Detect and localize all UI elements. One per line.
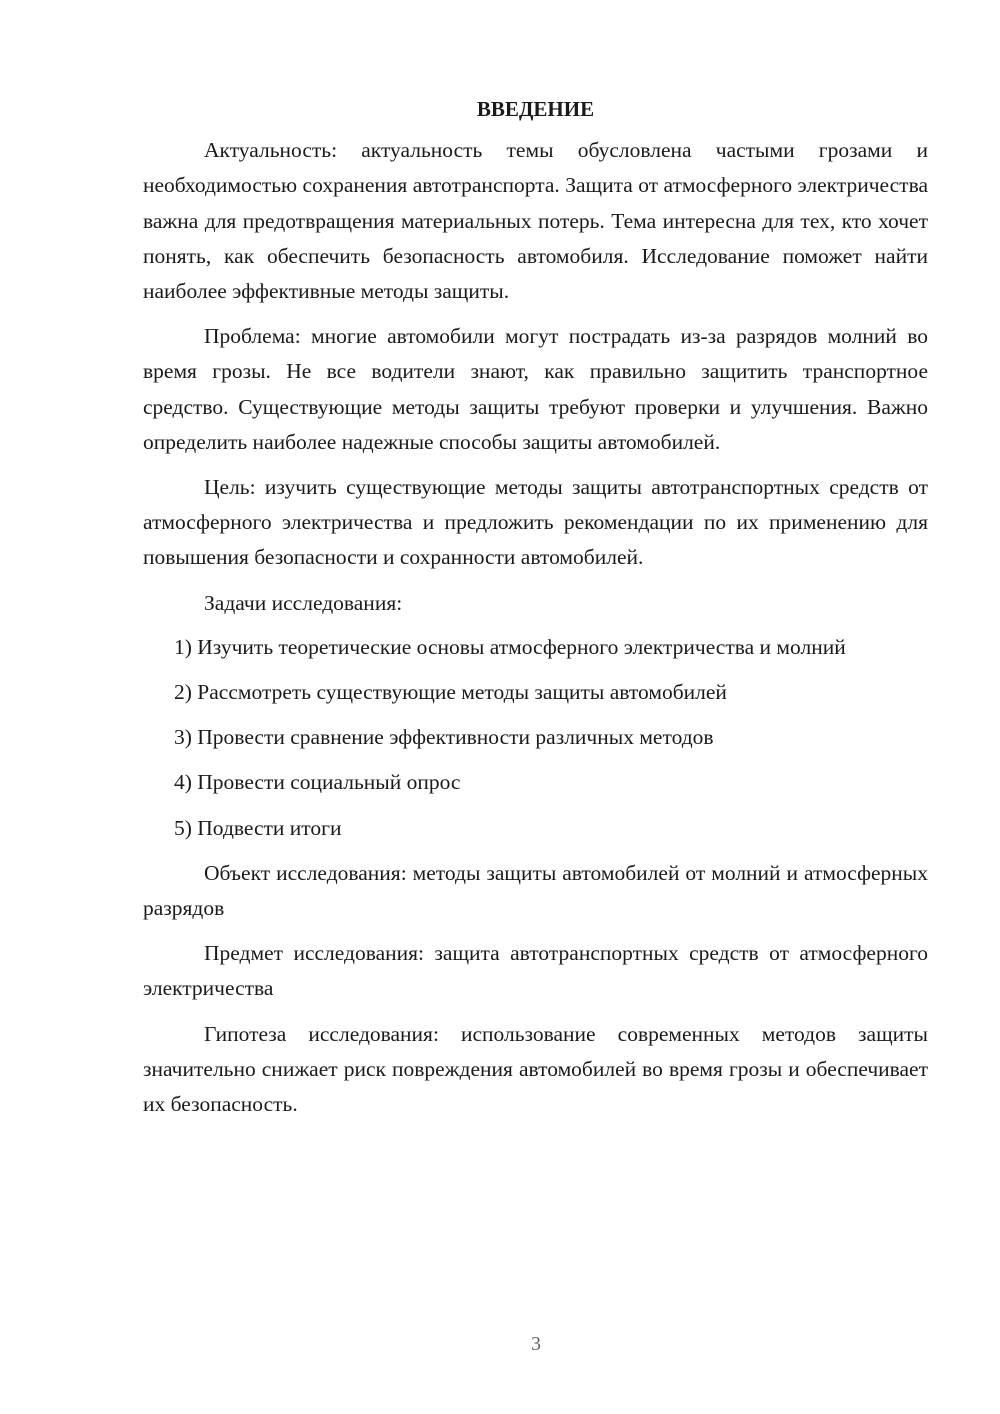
task-item: 4) Провести социальный опрос <box>174 770 461 795</box>
goal-paragraph: Цель: изучить существующие методы защиты автотранспортных средств от атмосферного электричества и предложить рекомендации по их применению для повышения безопасности и сохранности автомобилей. <box>143 475 928 570</box>
relevance-paragraph: Актуальность: актуальность темы обусловлена частыми грозами и необходимостью сохранения автотранспорта. Защита от атмосферного электричества важна для предотвращения материальных потерь. Тема интересна для тех, кто хочет понять, как обеспечить безопасность автомобиля. Исследование поможет найти наиболее эффективные методы защиты. <box>143 138 928 304</box>
hypothesis-paragraph: Гипотеза исследования: использование современных методов защиты значительно снижает риск повреждения автомобилей во время грозы и обеспечивает их безопасность. <box>143 1021 928 1117</box>
task-item: 2) Рассмотреть существующие методы защиты автомобилей <box>174 680 727 705</box>
object-paragraph: Объект исследования: методы защиты автомобилей от молний и атмосферных разрядов <box>143 860 928 921</box>
tasks-heading: Задачи исследования: <box>204 590 403 615</box>
tasks-list <box>143 630 928 846</box>
problem-paragraph: Проблема: многие автомобили могут пострадать из-за разрядов молний во время грозы. Не все водители знают, как правильно защитить транспортное средство. Существующие методы защиты требуют проверки и улучшения. Важно определить наиболее надежные способы защиты автомобилей. <box>143 324 928 454</box>
page-content <box>143 92 928 1132</box>
subject-paragraph: Предмет исследования: защита автотранспортных средств от атмосферного электричества <box>143 941 928 1001</box>
task-item: 1) Изучить теоретические основы атмосферного электричества и молний <box>174 634 846 659</box>
task-item: 3) Провести сравнение эффективности различных методов <box>174 725 714 750</box>
task-item: 5) Подвести итоги <box>174 815 342 840</box>
section-heading: ВВЕДЕНИЕ <box>476 97 595 121</box>
page-number: 3 <box>531 1333 541 1355</box>
